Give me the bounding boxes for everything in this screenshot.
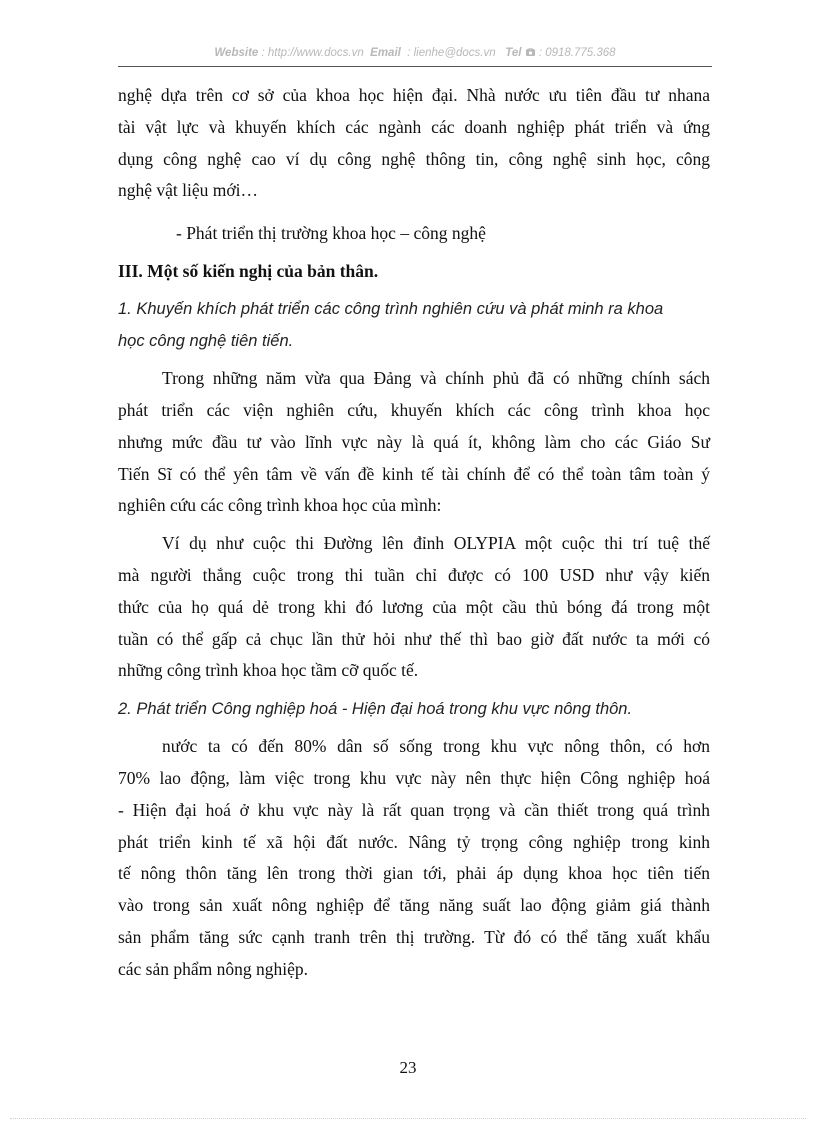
text-line: mà người thắng cuộc trong thi tuần chỉ được có 100 USD như vậy kiến xyxy=(118,564,710,585)
text-line: Trong những năm vừa qua Đảng và chính phủ đã có những chính sách xyxy=(162,368,710,389)
text-line: nghiên cứu các công trình khoa học của mình: xyxy=(118,495,442,516)
text-line: Ví dụ như cuộc thi Đường lên đỉnh OLYPIA một cuộc thi trí tuệ thế xyxy=(162,533,710,554)
text-line: 1. Khuyến khích phát triển các công trình nghiên cứu và phát minh ra khoa xyxy=(118,300,664,319)
text-line: các sản phẩm nông nghiệp. xyxy=(118,958,309,979)
text-line: phát triển các viện nghiên cứu, khuyến khích các công trình khoa học xyxy=(118,399,710,420)
text-line: tế nông thôn tăng lên trong thời gian tới, phải áp dụng khoa học tiên tiến xyxy=(118,863,710,884)
text-line: sản phẩm tăng sức cạnh tranh trên thị trường. Từ đó có thể tăng xuất khẩu xyxy=(118,926,710,947)
text-line: nghệ vật liệu mới… xyxy=(118,180,258,201)
text-line: thức của họ quá dẻ trong khi đó lương của một cầu thủ bóng đá trong một xyxy=(118,596,710,617)
header-divider xyxy=(118,66,712,67)
paragraph-rural xyxy=(118,731,710,985)
text-line: phát triển kinh tế xã hội đất nước. Nâng tỷ trọng công nghiệp trong kinh xyxy=(118,831,710,852)
paragraph-continuation xyxy=(118,80,710,207)
email-value: : lienhe@docs.vn xyxy=(407,47,496,59)
phone-icon xyxy=(525,47,539,59)
website-label: Website xyxy=(214,47,259,59)
paragraph-policy xyxy=(118,363,710,522)
text-line: nhưng mức đầu tư vào lĩnh vực này là quá ít, không làm cho các Giáo Sư xyxy=(118,431,710,452)
text-line: nước ta có đến 80% dân số sống trong khu vực nông thôn, có hơn xyxy=(162,736,710,757)
text-line: - Hiện đại hoá ở khu vực này là rất quan trọng và cần thiết trong quá trình xyxy=(118,799,710,820)
text-line: vào trong sản xuất nông nghiệp để tăng năng suất lao động giảm giá thành xyxy=(118,895,710,916)
page-number: 23 xyxy=(399,1058,417,1077)
website-value: : http://www.docs.vn xyxy=(261,47,364,59)
email-label: Email xyxy=(370,47,401,59)
main-content xyxy=(118,80,710,986)
section-heading: III. Một số kiến nghị của bản thân. xyxy=(118,261,379,282)
page-header xyxy=(118,47,712,65)
text-line: 2. Phát triển Công nghiệp hoá - Hiện đại hoá trong khu vực nông thôn. xyxy=(118,700,633,719)
text-line: nghệ dựa trên cơ sở của khoa học hiện đại. Nhà nước ưu tiên đầu tư nhana xyxy=(118,85,710,105)
paragraph-example xyxy=(118,528,710,687)
text-line: những công trình khoa học tầm cỡ quốc tế. xyxy=(118,660,419,681)
text-line: dụng công nghệ cao ví dụ công nghệ thông tin, công nghệ sinh học, công xyxy=(118,148,710,169)
footer-divider xyxy=(10,1118,806,1119)
text-line: Tiến Sĩ có thể yên tâm về vấn đề kinh tế tài chính để có thể toàn tâm toàn ý xyxy=(118,463,710,484)
text-line: học công nghệ tiên tiến. xyxy=(118,332,294,351)
subsection-heading-2 xyxy=(118,693,710,725)
tel-value: : 0918.775.368 xyxy=(538,47,616,59)
text-line: tài vật lực và khuyến khích các ngành các doanh nghiệp phát triển và ứng xyxy=(118,116,710,137)
text-line: 70% lao động, làm việc trong khu vực này nên thực hiện Công nghiệp hoá xyxy=(118,767,710,788)
subsection-heading-1 xyxy=(118,293,710,357)
tel-label: Tel xyxy=(505,47,522,59)
bullet-item: - Phát triển thị trường khoa học – công nghệ xyxy=(176,223,486,244)
text-line: tuần có thể gấp cả chục lần thử hỏi như thế thì bao giờ đất nước ta mới có xyxy=(118,628,710,649)
